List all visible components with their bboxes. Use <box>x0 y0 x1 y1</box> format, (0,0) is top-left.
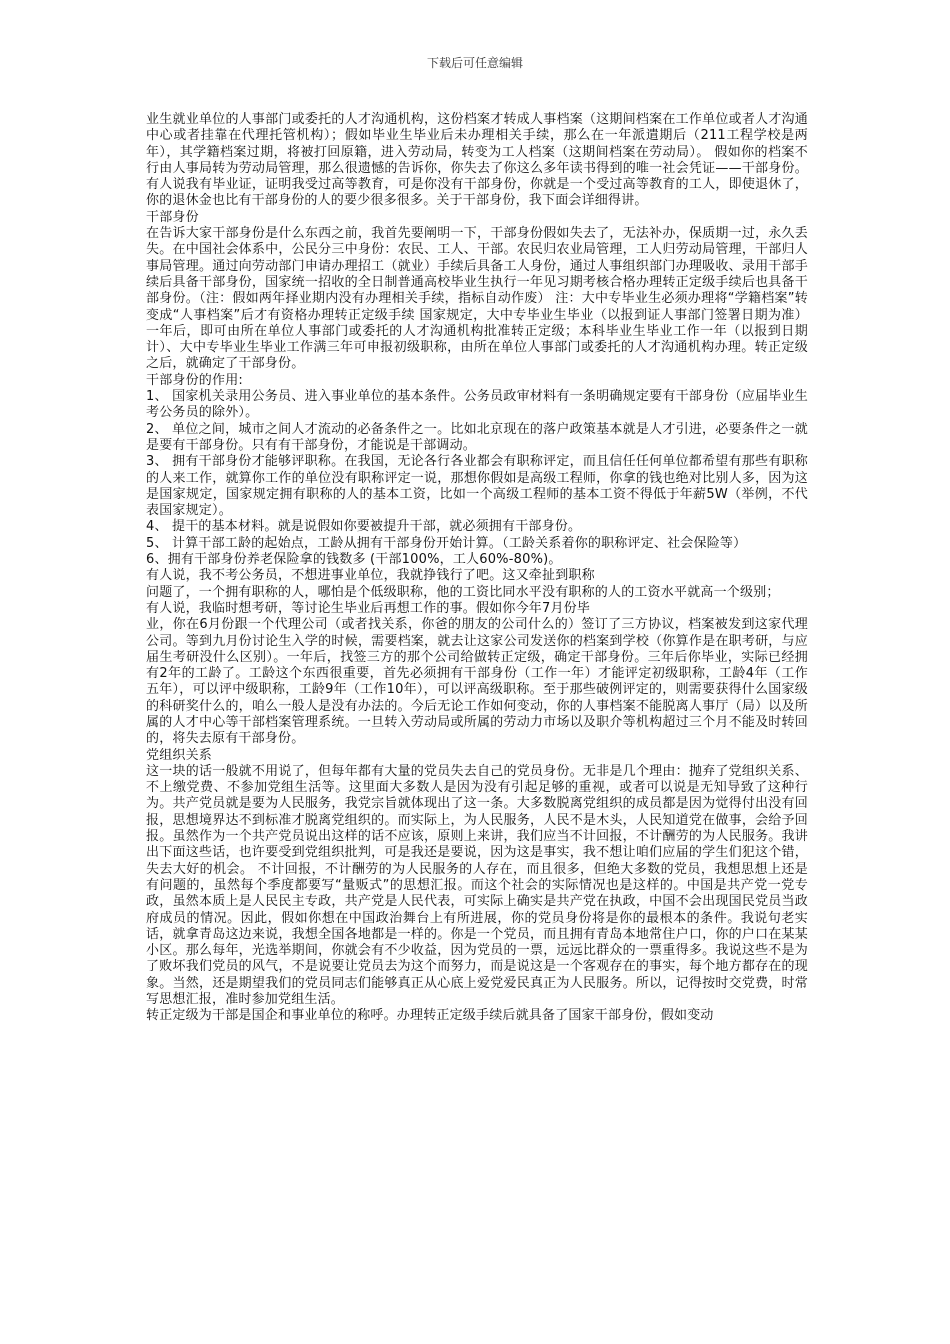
list-item: 2、 单位之间，城市之间人才流动的必备条件之一。比如北京现在的落户政策基本就是人才引进，必要条件之一就是要有干部身份。只有有干部身份，才能说是干部调动。 <box>146 421 808 453</box>
paragraph: 业生就业单位的人事部门或委托的人才沟通机构，这份档案才转成人事档案（这期间档案在工作单位或者人才沟通中心或者挂靠在代理托管机构）；假如毕业生毕业后未办理相关手续，那么在一年派遣期后（211工程学校是两年），其学籍档案过期，将被打回原籍，进入劳动局，转变为工人档案（这期间档案在劳动局）。 假如你的档案不行由人事局转为劳动局管理，那么很遗憾的告诉你，你失去了你这么多年读书得到的唯一社会凭证——干部身份。有人说我有毕业证，证明我受过高等教育，可是你没有干部身份，你就是一个受过高等教育的工人，即使退休了，你的退休金也比有干部身份的人的要少很多很多。关于干部身份，我下面会详细得讲。 <box>146 112 808 209</box>
paragraph: 在告诉大家干部身份是什么东西之前，我首先要阐明一下，干部身份假如失去了，无法补办，保质期一过，永久丢失。在中国社会体系中，公民分三中身份：农民、工人、干部。农民归农业局管理，工人归劳动局管理，干部归人事局管理。通过向劳动部门申请办理招工（就业）手续后具备工人身份，通过人事组织部门办理吸收、录用干部手续后具备干部身份，国家统一招收的全日制普通高校毕业生执行一年见习期考核合格办理转正定级手续后也具备干部身份。（注：假如两年择业期内没有办理相关手续，指标自动作废） 注：大中专毕业生必须办理将“学籍档案”转变成“人事档案”后才有资格办理转正定级手续 国家规定，大中专毕业生毕业（以报到证人事部门签署日期为准）一年后，即可由所在单位人事部门或委托的人才沟通机构批准转正定级；本科毕业生毕业工作一年（以报到日期计）、大中专毕业生毕业工作满三年可申报初级职称，由所在单位人事部门或委托的人才沟通机构办理。转正定级之后，就确定了干部身份。 <box>146 226 808 372</box>
paragraph: 有人说，我不考公务员，不想进事业单位，我就挣钱行了吧。这又牵扯到职称 <box>146 568 595 584</box>
list-item: 3、 拥有干部身份才能够评职称。在我国，无论各行各业都会有职称评定，而且信任任何单位都希望有那些有职称的人来工作，就算你工作的单位没有职称评定一说，那想你假如是高级工程师，你拿的钱也绝对比别人多，因为这是国家规定，国家规定拥有职称的人的基本工资，比如一个高级工程师的基本工资不得低于年薪5W（举例，不代表国家规定）。 <box>146 454 808 519</box>
list-item: 5、 计算干部工龄的起始点，工龄从拥有干部身份开始计算。（工龄关系着你的职称评定、社会保险等） <box>146 535 747 551</box>
paragraph: 这一块的话一般就不用说了，但每年都有大量的党员失去自己的党员身份。无非是几个理由：抛弃了党组织关系、不上缴党费、不参加党组生活等。这里面大多数人是因为没有引起足够的重视，或者可以说是无知导致了这种行为。共产党员就是要为人民服务，我党宗旨就体现出了这一条。大多数脱离党组织的成员都是因为觉得付出没有回报，思想境界达不到标准才脱离党组织的。而实际上，为人民服务，人民不是木头，人民知道党在做事，会给予回报。虽然作为一个共产党员说出这样的话不应该，原则上来讲，我们应当不计回报，不计酬劳的为人民服务。我讲出下面这些话，也许要受到党组织批判，可是我还是要说，因为这是事实，我不想让咱们应届的学生们犯这个错，失去大好的机会。 不计回报，不计酬劳的为人民服务的人存在，而且很多，但绝大多数的党员，我想思想上还是有问题的，虽然每个季度都要写“量贩式”的思想汇报。而这个社会的实际情况也是这样的。中国是共产党一党专政，虽然本质上是人民民主专政，共产党是人民代表，可实际上确实是共产党在执政，中国不会出现国民党员当政府成员的情况。因此，假如你想在中国政治舞台上有所进展，你的党员身份将是你的最根本的条件。我说句老实话，就拿青岛这边来说，我想全国各地都是一样的。你是一个党员，而且拥有青岛本地常住户口，你的户口在某某小区。那么每年，光选举期间，你就会有不少收益，因为党员的一票，远远比群众的一票重得多。我说这些不是为了败坏我们党员的风气，不是说要让党员去为这个而努力，而是说这是一个客观存在的事实，每个地方都存在的现象。当然，还是期望我们的党员同志们能够真正从心底上爱党爱民真正为人民服务。所以，记得按时交党费，时常写思想汇报，准时参加党组生活。 <box>146 763 808 1008</box>
list-item: 1、 国家机关录用公务员、进入事业单位的基本条件。公务员政审材料有一条明确规定要有干部身份（应届毕业生考公务员的除外）。 <box>146 389 808 421</box>
list-item: 6、拥有干部身份养老保险拿的钱数多 (干部100%，工人60%-80%)。 <box>146 552 562 568</box>
paragraph: 问题了，一个拥有职称的人，哪怕是个低级职称，他的工资比同水平没有职称的人的工资水平就高一个级别； <box>146 584 780 600</box>
list-item: 4、 提干的基本材料。就是说假如你要被提升干部，就必须拥有干部身份。 <box>146 519 582 535</box>
paragraph: 业，你在6月份跟一个代理公司（或者找关系，你爸的朋友的公司什么的）签订了三方协议，档案被发到这家代理公司。等到九月份讨论生入学的时候，需要档案，就去让这家公司发送你的档案到学校（你算作是在职考研，与应届生考研没什么区别）。一年后，找签三方的那个公司给做转正定级，确定干部身份。三年后你毕业，实际已经拥有2年的工龄了。工龄这个东西很重要，首先必须拥有干部身份（工作一年）才能评定初级职称，工龄4年（工作五年），可以评中级职称，工龄9年（工作10年），可以评高级职称。至于那些破例评定的，则需要获得什么国家级的科研奖什么的，咱么一般人是没有办法的。今后无论工作如何变动，你的人事档案不能脱离人事厅（局）以及所属的人才中心等干部档案管理系统。一旦转入劳动局或所属的劳动力市场以及职介等机构超过三个月不能及时转回的，将失去原有干部身份。 <box>146 617 808 747</box>
section-heading: 党组织关系 <box>146 747 213 763</box>
document-body <box>146 112 808 1025</box>
paragraph: 转正定级为干部是国企和事业单位的称呼。办理转正定级手续后就具备了国家干部身份，假如变动 <box>146 1008 714 1024</box>
page-header: 下载后可任意编辑 <box>426 56 523 70</box>
section-heading: 干部身份的作用: <box>146 372 243 388</box>
paragraph: 有人说，我临时想考研，等讨论生毕业后再想工作的事。假如你今年7月份毕 <box>146 600 591 616</box>
section-heading: 干部身份 <box>146 209 199 225</box>
